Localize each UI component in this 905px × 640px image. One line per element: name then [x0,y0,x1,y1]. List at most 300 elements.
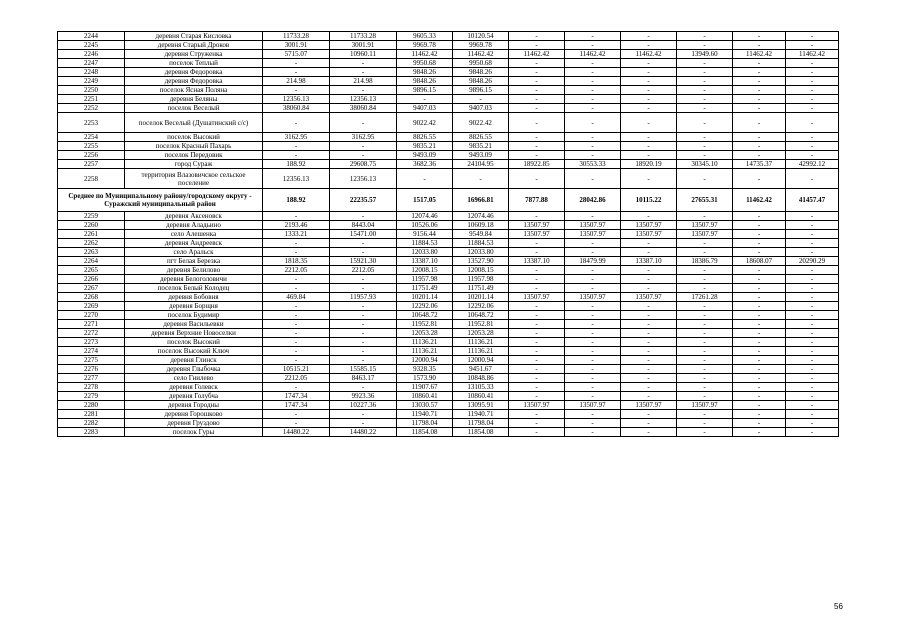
value-cell: - [621,151,677,160]
value-cell: 12292.06 [397,302,453,311]
table-body [58,32,839,437]
value-cell: 11462.42 [786,50,839,59]
value-cell: 2193.46 [263,221,330,230]
value-cell: - [677,347,733,356]
settlement-name: деревня Глинск [125,356,263,365]
value-cell: 13507.97 [677,401,733,410]
summary-row [58,189,839,212]
value-cell: 469.84 [263,293,330,302]
value-cell: 11136.21 [397,338,453,347]
value-cell: 12356.13 [263,95,330,104]
value-cell: - [786,320,839,329]
value-cell: - [263,311,330,320]
value-cell: 10227.36 [330,401,397,410]
row-number: 2257 [58,160,125,169]
value-cell: 12356.13 [263,169,330,189]
value-cell: 11462.42 [621,50,677,59]
table-row [58,230,839,239]
value-cell: - [733,230,786,239]
value-cell: - [565,266,621,275]
row-number: 2269 [58,302,125,311]
row-number: 2260 [58,221,125,230]
table-row [58,392,839,401]
value-cell: - [733,347,786,356]
value-cell: 11957.93 [330,293,397,302]
value-cell: - [786,212,839,221]
value-cell: - [677,338,733,347]
settlement-name: деревня Голевск [125,383,263,392]
value-cell: - [786,68,839,77]
value-cell: - [733,374,786,383]
value-cell: - [621,302,677,311]
value-cell: 10609.18 [453,221,509,230]
value-cell: - [733,248,786,257]
value-cell: - [330,59,397,68]
value-cell: - [330,248,397,257]
value-cell: 13507.97 [565,221,621,230]
value-cell: - [786,113,839,133]
value-cell: - [509,41,565,50]
value-cell: 13527.90 [453,257,509,266]
value-cell: - [733,104,786,113]
value-cell: - [330,410,397,419]
value-cell: - [786,77,839,86]
table-row [58,104,839,113]
settlement-name: село Аральск [125,248,263,257]
value-cell: - [509,383,565,392]
value-cell: - [509,329,565,338]
settlement-name: деревня Горошково [125,410,263,419]
value-cell: - [621,86,677,95]
value-cell: - [509,239,565,248]
settlement-name: деревня Федоровка [125,77,263,86]
table-row [58,50,839,59]
value-cell: - [509,419,565,428]
value-cell: 13507.97 [621,230,677,239]
value-cell: - [565,428,621,437]
table-row [58,356,839,365]
value-cell: - [330,142,397,151]
value-cell: 13507.97 [621,221,677,230]
table-row [58,41,839,50]
value-cell: - [263,383,330,392]
value-cell: - [263,410,330,419]
value-cell: 12074.46 [453,212,509,221]
value-cell: - [330,329,397,338]
value-cell: - [733,77,786,86]
value-cell: - [397,95,453,104]
value-cell: - [621,266,677,275]
value-cell: - [786,401,839,410]
value-cell: - [565,311,621,320]
value-cell: - [733,266,786,275]
value-cell: 9156.44 [397,230,453,239]
value-cell: - [677,169,733,189]
row-number: 2258 [58,169,125,189]
value-cell: 214.98 [263,77,330,86]
row-number: 2281 [58,410,125,419]
settlement-name: пгт Белая Березка [125,257,263,266]
table-row [58,302,839,311]
value-cell: 7877.88 [509,189,565,212]
value-cell: - [733,320,786,329]
value-cell: - [621,284,677,293]
value-cell: - [565,374,621,383]
settlement-name: деревня Аладьино [125,221,263,230]
value-cell: - [677,41,733,50]
value-cell: - [565,77,621,86]
table-row [58,410,839,419]
value-cell: - [677,320,733,329]
value-cell: - [677,104,733,113]
settlement-name: поселок Белый Колодец [125,284,263,293]
row-number: 2282 [58,419,125,428]
value-cell: - [786,392,839,401]
value-cell: - [786,169,839,189]
value-cell: - [565,320,621,329]
value-cell: - [621,383,677,392]
value-cell: - [733,293,786,302]
value-cell: 38060.84 [263,104,330,113]
table-row [58,68,839,77]
value-cell: - [263,86,330,95]
value-cell: 2212.05 [263,374,330,383]
table-row [58,311,839,320]
value-cell: 1573.90 [397,374,453,383]
value-cell: 9022.42 [453,113,509,133]
value-cell: - [786,248,839,257]
settlement-name: деревня Струженка [125,50,263,59]
value-cell: 13507.97 [621,401,677,410]
value-cell: 30553.33 [565,160,621,169]
value-cell: - [786,302,839,311]
value-cell: 9605.33 [397,32,453,41]
value-cell: - [621,68,677,77]
value-cell: 20290.29 [786,257,839,266]
row-number: 2244 [58,32,125,41]
value-cell: - [786,221,839,230]
value-cell: - [677,392,733,401]
value-cell: 1818.35 [263,257,330,266]
value-cell: - [330,419,397,428]
table-row [58,239,839,248]
row-number: 2264 [58,257,125,266]
row-number: 2278 [58,383,125,392]
value-cell: - [621,133,677,142]
value-cell: - [263,320,330,329]
value-cell: - [509,113,565,133]
value-cell: - [677,275,733,284]
value-cell: - [330,275,397,284]
value-cell: - [330,68,397,77]
value-cell: 11136.21 [453,347,509,356]
value-cell: - [509,320,565,329]
value-cell: - [677,113,733,133]
table-row [58,257,839,266]
value-cell: - [786,329,839,338]
value-cell: - [733,41,786,50]
value-cell: - [330,347,397,356]
settlement-name: деревня Груздово [125,419,263,428]
value-cell: 13095.91 [453,401,509,410]
value-cell: 11854.08 [397,428,453,437]
value-cell: 12053.28 [397,329,453,338]
value-cell: - [677,248,733,257]
value-cell: - [565,356,621,365]
table-row [58,320,839,329]
value-cell: 12356.13 [330,169,397,189]
value-cell: - [733,212,786,221]
value-cell: - [565,32,621,41]
value-cell: - [733,329,786,338]
settlement-name: поселок Теплый [125,59,263,68]
value-cell: - [565,86,621,95]
value-cell: 13507.97 [509,230,565,239]
value-cell: 13387.10 [397,257,453,266]
value-cell: - [263,329,330,338]
value-cell: - [621,77,677,86]
value-cell: 13507.97 [677,230,733,239]
value-cell: 17261.28 [677,293,733,302]
value-cell: 42992.12 [786,160,839,169]
value-cell: 9896.15 [397,86,453,95]
value-cell: 10848.86 [453,374,509,383]
value-cell: - [330,113,397,133]
table-row [58,113,839,133]
table-row [58,151,839,160]
value-cell: 11751.49 [397,284,453,293]
value-cell: - [733,239,786,248]
value-cell: - [786,356,839,365]
value-cell: - [786,383,839,392]
value-cell: 11952.81 [453,320,509,329]
value-cell: - [733,221,786,230]
value-cell: - [733,95,786,104]
settlement-name: деревня Старая Кисловка [125,32,263,41]
value-cell: 10526.06 [397,221,453,230]
value-cell: - [509,95,565,104]
value-cell: 11884.53 [453,239,509,248]
settlement-name: поселок Ясная Поляна [125,86,263,95]
value-cell: 10201.14 [397,293,453,302]
value-cell: 18920.19 [621,160,677,169]
value-cell: - [565,59,621,68]
value-cell: - [677,266,733,275]
table-row [58,86,839,95]
value-cell: 1747.34 [263,401,330,410]
value-cell: 9848.26 [453,68,509,77]
table-row [58,329,839,338]
value-cell: 12033.80 [397,248,453,257]
row-number: 2275 [58,356,125,365]
value-cell: - [565,212,621,221]
value-cell: - [677,311,733,320]
value-cell: - [509,266,565,275]
value-cell: - [786,86,839,95]
value-cell: - [786,410,839,419]
row-number: 2255 [58,142,125,151]
value-cell: 13507.97 [565,401,621,410]
value-cell: - [786,266,839,275]
value-cell: 3001.91 [263,41,330,50]
value-cell: - [733,169,786,189]
value-cell: 10201.14 [453,293,509,302]
value-cell: - [733,284,786,293]
value-cell: - [509,275,565,284]
value-cell: - [621,142,677,151]
row-number: 2263 [58,248,125,257]
value-cell: 13507.97 [509,221,565,230]
value-cell: - [509,374,565,383]
value-cell: - [565,133,621,142]
value-cell: 13507.97 [509,401,565,410]
value-cell: - [565,142,621,151]
value-cell: 9835.21 [453,142,509,151]
value-cell: - [565,41,621,50]
value-cell: - [786,428,839,437]
row-number: 2267 [58,284,125,293]
value-cell: 13507.97 [509,293,565,302]
value-cell: - [786,59,839,68]
value-cell: - [330,356,397,365]
value-cell: - [263,275,330,284]
value-cell: - [263,239,330,248]
value-cell: - [621,212,677,221]
value-cell: - [330,302,397,311]
value-cell: 13507.97 [677,221,733,230]
table-row [58,221,839,230]
value-cell: 11733.28 [330,32,397,41]
table-row [58,347,839,356]
value-cell: - [621,95,677,104]
value-cell: - [677,68,733,77]
value-cell: - [621,365,677,374]
value-cell: - [330,151,397,160]
value-cell: - [509,347,565,356]
value-cell: - [786,275,839,284]
value-cell: - [330,239,397,248]
table-row [58,374,839,383]
row-number: 2270 [58,311,125,320]
table-row [58,248,839,257]
value-cell: - [330,86,397,95]
value-cell: - [786,32,839,41]
value-cell: 15471.00 [330,230,397,239]
value-cell: 18386.79 [677,257,733,266]
value-cell: 8826.55 [453,133,509,142]
value-cell: - [786,293,839,302]
value-cell: - [786,419,839,428]
value-cell: - [733,356,786,365]
row-number: 2259 [58,212,125,221]
settlement-name: деревня Бобовня [125,293,263,302]
value-cell: - [733,338,786,347]
value-cell: 1517.05 [397,189,453,212]
value-cell: - [509,311,565,320]
value-cell: 24104.95 [453,160,509,169]
value-cell: - [397,169,453,189]
value-cell: - [786,41,839,50]
value-cell: - [263,142,330,151]
value-cell: - [509,142,565,151]
value-cell: - [786,311,839,320]
value-cell: 9848.26 [397,77,453,86]
row-number: 2272 [58,329,125,338]
value-cell: - [565,410,621,419]
value-cell: 13030.57 [397,401,453,410]
table-row [58,32,839,41]
value-cell: - [621,59,677,68]
value-cell: - [677,383,733,392]
value-cell: 3162.95 [263,133,330,142]
value-cell: 28042.86 [565,189,621,212]
value-cell: - [263,59,330,68]
row-number: 2283 [58,428,125,437]
row-number: 2265 [58,266,125,275]
value-cell: 11854.08 [453,428,509,437]
table-row [58,212,839,221]
value-cell: 11462.42 [733,189,786,212]
value-cell: - [733,311,786,320]
row-number: 2262 [58,239,125,248]
settlement-name: поселок Высокий Ключ [125,347,263,356]
value-cell: - [733,428,786,437]
settlement-name: деревня Васильевки [125,320,263,329]
value-cell: - [733,365,786,374]
value-cell: - [263,284,330,293]
value-cell: - [509,86,565,95]
value-cell: - [621,356,677,365]
value-cell: - [786,151,839,160]
settlement-name: село Гнилево [125,374,263,383]
value-cell: - [677,142,733,151]
value-cell: 12074.46 [397,212,453,221]
value-cell: 9407.03 [397,104,453,113]
value-cell: 9451.67 [453,365,509,374]
value-cell: 11940.71 [397,410,453,419]
value-cell: - [733,68,786,77]
value-cell: - [786,133,839,142]
value-cell: 30345.10 [677,160,733,169]
value-cell: - [677,95,733,104]
value-cell: - [565,383,621,392]
value-cell: 11462.42 [733,50,786,59]
value-cell: - [733,59,786,68]
row-number: 2251 [58,95,125,104]
value-cell: - [509,32,565,41]
row-number: 2249 [58,77,125,86]
value-cell: 8826.55 [397,133,453,142]
table-row [58,293,839,302]
value-cell: 9493.09 [397,151,453,160]
value-cell: 10960.11 [330,50,397,59]
value-cell: - [263,419,330,428]
table-row [58,266,839,275]
value-cell: 11136.21 [397,347,453,356]
value-cell: 3682.36 [397,160,453,169]
table-row [58,160,839,169]
value-cell: 12356.13 [330,95,397,104]
value-cell: - [263,248,330,257]
value-cell: - [621,248,677,257]
value-cell: - [509,77,565,86]
value-cell: 18922.85 [509,160,565,169]
value-cell: 2212.05 [263,266,330,275]
value-cell: - [509,59,565,68]
value-cell: - [677,32,733,41]
value-cell: - [621,104,677,113]
settlement-name: деревня Аксеновск [125,212,263,221]
